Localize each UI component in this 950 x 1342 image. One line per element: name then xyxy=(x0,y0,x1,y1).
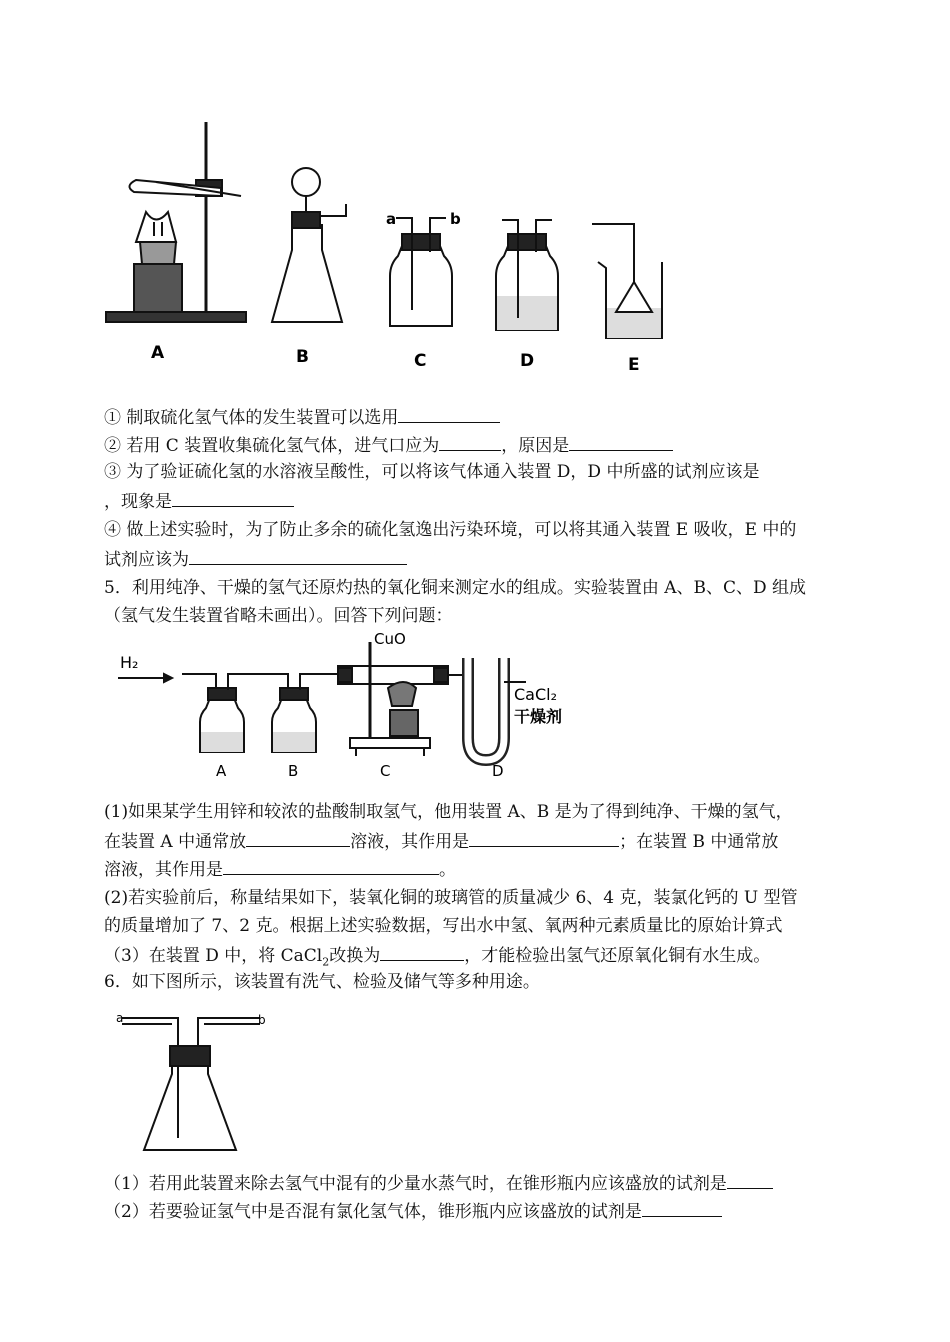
port-a-label: a xyxy=(116,1011,124,1025)
apparatus-figure-1 xyxy=(96,112,676,374)
answer-blank[interactable] xyxy=(172,488,294,507)
drier-label: 干燥剂 xyxy=(514,707,563,726)
fig2-label-b: B xyxy=(288,762,299,780)
q5-s2-line-1: (2)若实验前后，称量结果如下，装氧化铜的玻璃管的质量减少 6、4 克，装氯化钙的 U 型管 xyxy=(104,888,798,908)
answer-blank[interactable] xyxy=(189,546,407,565)
h2-label: H₂ xyxy=(120,653,139,672)
q5-line-1: 5．利用纯净、干燥的氢气还原灼热的氧化铜来测定水的组成。实验装置由 A、B、C、D 组成 xyxy=(104,578,807,598)
q5-s1-line-2: 在装置 A 中通常放 溶液，其作用是 ；在装置 B 中通常放 xyxy=(104,828,778,854)
apparatus-b xyxy=(272,168,346,322)
q5-s2-line-2: 的质量增加了 7、2 克。根据上述实验数据，写出水中氢、氧两种元素质量比的原始计算式 xyxy=(104,916,783,936)
fig2-label-a: A xyxy=(216,762,227,780)
answer-blank[interactable] xyxy=(246,828,350,847)
cacl2-label: CaCl₂ xyxy=(514,685,558,704)
q4-line-6: 试剂应该为 xyxy=(104,546,407,572)
answer-blank[interactable] xyxy=(569,432,673,451)
bottle-b xyxy=(272,674,338,752)
port-a-label: a xyxy=(386,210,397,228)
port-b-label: b xyxy=(258,1013,266,1027)
answer-blank[interactable] xyxy=(469,828,619,847)
q4-line-1: ① 制取硫化氢气体的发生装置可以选用 xyxy=(104,404,500,430)
q5-line-2: （氢气发生装置省略未画出）。回答下列问题： xyxy=(104,606,453,626)
answer-blank[interactable] xyxy=(727,1170,773,1189)
apparatus-e xyxy=(592,224,662,338)
q6-s1-line: （1）若用此装置来除去氢气中混有的少量水蒸气时，在锥形瓶内应该盛放的试剂是 xyxy=(104,1170,773,1196)
fig2-label-c: C xyxy=(380,762,391,780)
wash-bottle-figure xyxy=(112,1010,272,1156)
q5-s1-line-3: 溶液，其作用是 。 xyxy=(104,856,456,882)
q4-line-2: ② 若用 C 装置收集硫化氢气体，进气口应为 ，原因是 xyxy=(104,432,673,458)
apparatus-d xyxy=(496,220,558,330)
label-c: C xyxy=(414,351,427,371)
answer-blank[interactable] xyxy=(223,856,439,875)
label-e: E xyxy=(628,355,640,374)
label-d: D xyxy=(520,351,535,371)
cuo-label: CuO xyxy=(374,630,406,648)
q4-line-4: ，现象是 xyxy=(104,488,294,514)
answer-blank[interactable] xyxy=(398,404,500,423)
q5-s1-line-1: (1)如果某学生用锌和较浓的盐酸制取氢气，他用装置 A、B 是为了得到纯净、干燥的氢气， xyxy=(104,802,793,822)
answer-blank[interactable] xyxy=(642,1198,722,1217)
q6-s2-line: （2）若要验证氢气中是否混有氯化氢气体，锥形瓶内应该盛放的试剂是 xyxy=(104,1198,722,1224)
tube-c xyxy=(338,642,468,756)
q4-line-3: ③ 为了验证硫化氢的水溶液呈酸性，可以将该气体通入装置 D，D 中所盛的试剂应该是 xyxy=(104,462,760,482)
q5-s3-line: （3）在装置 D 中，将 CaCl$_2$改换为 ，才能检验出氢气还原氧化铜有水生成。 xyxy=(104,942,770,974)
label-a: A xyxy=(151,343,165,363)
label-b: B xyxy=(296,347,309,367)
port-b-label: b xyxy=(450,210,461,228)
apparatus-figure-2 xyxy=(112,628,592,784)
q6-line-1: 6．如下图所示，该装置有洗气、检验及储气等多种用途。 xyxy=(104,972,540,992)
answer-blank[interactable] xyxy=(380,942,464,961)
q4-line-5: ④ 做上述实验时，为了防止多余的硫化氢逸出污染环境，可以将其通入装置 E 吸收，E 中的 xyxy=(104,520,797,540)
answer-blank[interactable] xyxy=(439,432,501,451)
apparatus-a xyxy=(106,122,246,322)
fig2-label-d: D xyxy=(492,762,504,780)
apparatus-c xyxy=(390,218,452,326)
